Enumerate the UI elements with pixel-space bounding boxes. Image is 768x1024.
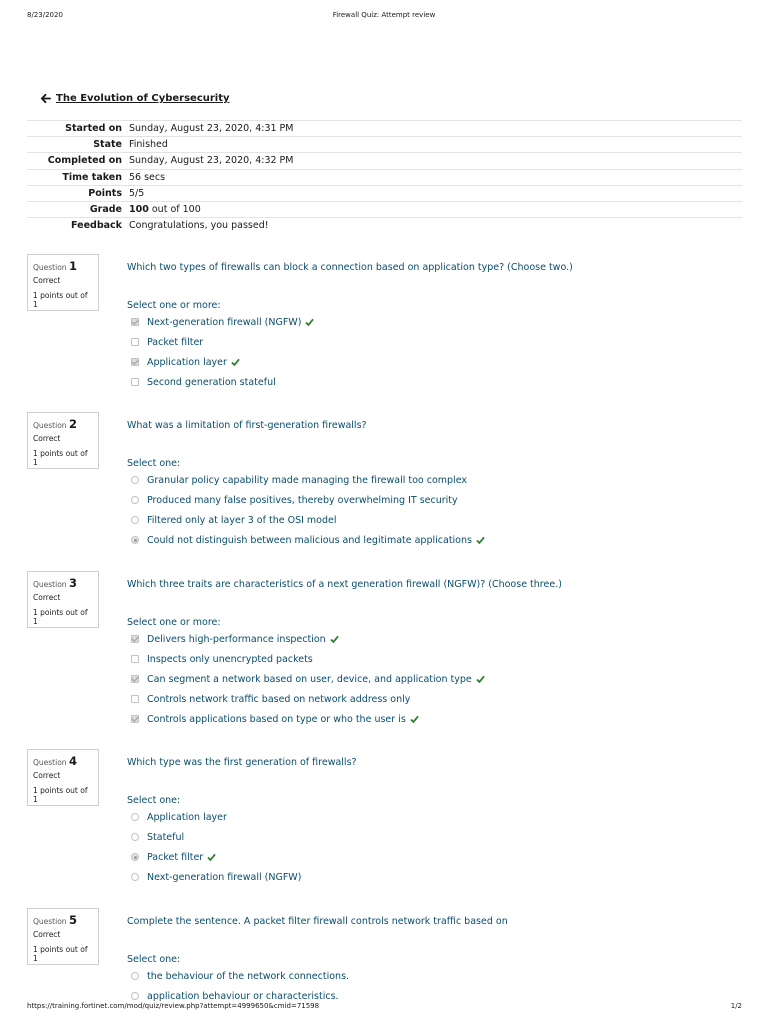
back-link-label: The Evolution of Cybersecurity	[56, 93, 230, 104]
summary-row	[27, 121, 742, 137]
question-text: Which type was the first generation of firewalls?	[127, 757, 357, 768]
answer-label: Can segment a network based on user, device, and application type	[147, 673, 472, 685]
checkbox-icon[interactable]	[131, 675, 139, 683]
answer-option[interactable]	[131, 372, 314, 392]
arrow-left-icon	[40, 93, 51, 104]
answer-label: Application layer	[147, 356, 227, 368]
print-page-number: 1/2	[730, 1002, 742, 1010]
answer-option[interactable]	[131, 490, 485, 510]
answer-label: Granular policy capability made managing the firewall too complex	[147, 474, 467, 486]
question-number	[33, 913, 93, 927]
print-footer	[0, 1002, 768, 1014]
question-prompt: Select one:	[127, 458, 181, 469]
answer-option[interactable]	[131, 649, 485, 669]
question-grade: 1 points out of 1	[33, 608, 88, 626]
summary-label: Started on	[65, 123, 122, 135]
question-prompt: Select one:	[127, 954, 181, 965]
question-state: Correct	[33, 593, 61, 602]
answer-list	[131, 966, 349, 1006]
radio-icon[interactable]	[131, 496, 139, 504]
radio-icon[interactable]	[131, 833, 139, 841]
answer-label: Filtered only at layer 3 of the OSI model	[147, 514, 337, 526]
radio-icon[interactable]	[131, 813, 139, 821]
question-info-box	[27, 412, 99, 469]
question-grade: 1 points out of 1	[33, 786, 88, 804]
check-icon	[207, 853, 216, 861]
checkbox-icon[interactable]	[131, 655, 139, 663]
check-icon	[476, 536, 485, 544]
answer-option[interactable]	[131, 709, 485, 729]
summary-label: State	[93, 139, 122, 151]
question-number	[33, 754, 93, 768]
question-grade: 1 points out of 1	[33, 945, 88, 963]
answer-option[interactable]	[131, 867, 301, 887]
question-block	[27, 749, 742, 883]
answer-list	[131, 629, 485, 729]
print-url: https://training.fortinet.com/mod/quiz/review.php?attempt=4999650&cmid=71598	[27, 1002, 320, 1010]
answer-option[interactable]	[131, 470, 485, 490]
answer-label: Could not distinguish between malicious and legitimate applications	[147, 534, 472, 546]
question-prompt: Select one or more:	[127, 617, 221, 628]
check-icon	[410, 715, 419, 723]
print-header	[0, 11, 768, 23]
question-info-box	[27, 749, 99, 806]
checkbox-icon[interactable]	[131, 318, 139, 326]
radio-icon[interactable]	[131, 476, 139, 484]
checkbox-icon[interactable]	[131, 635, 139, 643]
check-icon	[330, 635, 339, 643]
question-text: Which two types of firewalls can block a connection based on application type? (Choose two.)	[127, 262, 573, 273]
summary-value: 5/5	[129, 187, 145, 199]
answer-option[interactable]	[131, 530, 485, 550]
question-info-box	[27, 254, 99, 311]
question-grade: 1 points out of 1	[33, 291, 88, 309]
radio-icon[interactable]	[131, 516, 139, 524]
answer-list	[131, 470, 485, 550]
print-title: Firewall Quiz: Attempt review	[332, 11, 436, 19]
question-prompt: Select one or more:	[127, 300, 221, 311]
summary-label: Grade	[89, 204, 122, 216]
question-info-box	[27, 908, 99, 965]
answer-option[interactable]	[131, 847, 301, 867]
check-icon	[476, 675, 485, 683]
question-block	[27, 571, 742, 725]
checkbox-icon[interactable]	[131, 715, 139, 723]
answer-option[interactable]	[131, 332, 314, 352]
question-number-value: 2	[68, 417, 77, 431]
question-text: Complete the sentence. A packet filter firewall controls network traffic based on	[127, 916, 508, 927]
question-state: Correct	[33, 434, 61, 443]
question-label: Question	[33, 421, 67, 430]
answer-option[interactable]	[131, 669, 485, 689]
answer-label: the behaviour of the network connections.	[147, 970, 350, 982]
print-date: 8/23/2020	[27, 11, 63, 19]
answer-label: application behaviour or characteristics.	[147, 990, 339, 1002]
answer-label: Packet filter	[147, 336, 204, 348]
answer-label: Controls applications based on type or who the user is	[147, 713, 406, 725]
summary-row	[27, 185, 742, 201]
answer-label: Controls network traffic based on network address only	[147, 693, 411, 705]
summary-value: 56 secs	[129, 171, 166, 183]
question-state: Correct	[33, 930, 61, 939]
summary-value-rest: out of 100	[148, 204, 201, 216]
summary-row	[27, 218, 742, 234]
radio-icon[interactable]	[131, 972, 139, 980]
question-label: Question	[33, 758, 67, 767]
attempt-summary-table	[27, 120, 742, 234]
question-grade: 1 points out of 1	[33, 449, 88, 467]
radio-icon[interactable]	[131, 992, 139, 1000]
checkbox-icon[interactable]	[131, 358, 139, 366]
question-label: Question	[33, 263, 67, 272]
summary-value	[126, 201, 742, 217]
answer-label: Packet filter	[147, 851, 204, 863]
answer-option[interactable]	[131, 827, 301, 847]
checkbox-icon[interactable]	[131, 695, 139, 703]
question-info-box	[27, 571, 99, 628]
summary-row	[27, 137, 742, 153]
summary-value: Sunday, August 23, 2020, 4:31 PM	[129, 123, 294, 135]
question-label: Question	[33, 580, 67, 589]
checkbox-icon[interactable]	[131, 378, 139, 386]
question-label: Question	[33, 917, 67, 926]
question-block	[27, 412, 742, 546]
summary-label: Completed on	[47, 155, 122, 167]
radio-icon[interactable]	[131, 873, 139, 881]
answer-list	[131, 312, 314, 392]
answer-option[interactable]	[131, 510, 485, 530]
answer-label: Stateful	[147, 831, 185, 843]
question-number	[33, 259, 93, 273]
answer-list	[131, 807, 301, 887]
answer-label: Second generation stateful	[147, 376, 276, 388]
question-number	[33, 417, 93, 431]
summary-label: Time taken	[62, 171, 122, 183]
answer-label: Application layer	[147, 811, 227, 823]
question-text: Which three traits are characteristics of a next generation firewall (NGFW)? (Choose three.)	[127, 579, 562, 590]
answer-label: Next-generation firewall (NGFW)	[147, 316, 302, 328]
question-text: What was a limitation of first-generation firewalls?	[127, 420, 367, 431]
summary-value: Sunday, August 23, 2020, 4:32 PM	[129, 155, 294, 167]
question-state: Correct	[33, 771, 61, 780]
question-block	[27, 254, 742, 388]
answer-label: Delivers high-performance inspection	[147, 633, 326, 645]
question-number	[33, 576, 93, 590]
check-icon	[231, 358, 240, 366]
summary-row	[27, 153, 742, 169]
answer-label: Inspects only unencrypted packets	[147, 653, 313, 665]
answer-option[interactable]	[131, 629, 485, 649]
answer-option[interactable]	[131, 312, 314, 332]
summary-label: Points	[88, 187, 122, 199]
question-number-value: 3	[68, 576, 77, 590]
summary-label: Feedback	[71, 220, 122, 232]
answer-option[interactable]	[131, 352, 314, 372]
back-to-course-link[interactable]	[40, 93, 230, 104]
summary-value-bold: 100	[129, 204, 149, 216]
answer-label: Produced many false positives, thereby overwhelming IT security	[147, 494, 458, 506]
summary-value: Congratulations, you passed!	[129, 220, 269, 232]
radio-icon[interactable]	[131, 853, 139, 861]
question-state: Correct	[33, 276, 61, 285]
radio-icon[interactable]	[131, 536, 139, 544]
checkbox-icon[interactable]	[131, 338, 139, 346]
summary-row	[27, 169, 742, 185]
check-icon	[305, 318, 314, 326]
answer-option[interactable]	[131, 807, 301, 827]
answer-label: Next-generation firewall (NGFW)	[147, 871, 302, 883]
question-prompt: Select one:	[127, 795, 181, 806]
summary-value: Finished	[129, 139, 168, 151]
question-number-value: 5	[68, 913, 77, 927]
summary-row	[27, 201, 742, 217]
answer-option[interactable]	[131, 689, 485, 709]
answer-option[interactable]	[131, 966, 349, 986]
question-number-value: 1	[68, 259, 77, 273]
question-number-value: 4	[68, 754, 77, 768]
